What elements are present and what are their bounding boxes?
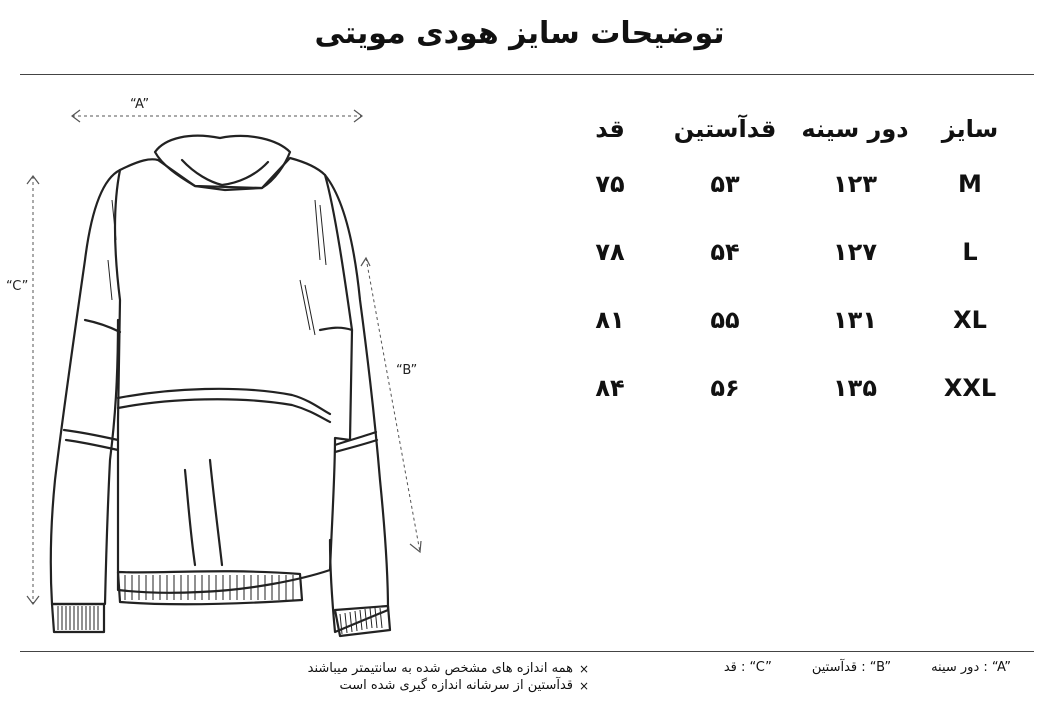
cell-height: ۸۱	[595, 306, 625, 334]
label-a: “A”	[130, 97, 150, 112]
legend-item-b	[812, 660, 891, 675]
legend-text: : قدآستین	[811, 660, 866, 675]
table-row	[560, 286, 1020, 354]
cell-height: ۸۴	[595, 374, 625, 402]
table-row	[560, 150, 1020, 218]
cell-size: M	[958, 170, 982, 198]
table-header	[560, 108, 1020, 150]
close-icon: ×	[578, 678, 590, 693]
note-item	[280, 660, 595, 677]
cell-chest: ۱۲۷	[833, 238, 877, 266]
legend-item-c	[724, 660, 772, 675]
header-sleeve: قدآستین	[673, 115, 777, 143]
header-height: قد	[595, 115, 625, 143]
bottom-divider	[20, 651, 1034, 652]
label-b: “B”	[396, 363, 418, 378]
cell-size: XL	[953, 306, 987, 334]
legend-text: : دور سینه	[931, 660, 988, 675]
note-item	[280, 677, 595, 694]
legend-key: “A”	[991, 660, 1011, 675]
cell-chest: ۱۲۳	[833, 170, 877, 198]
notes-list	[280, 660, 595, 694]
legend-key: “C”	[749, 660, 772, 675]
hoodie-diagram	[0, 88, 470, 648]
cell-height: ۷۸	[595, 238, 625, 266]
cell-chest: ۱۳۱	[833, 306, 877, 334]
cell-sleeve: ۵۵	[710, 306, 740, 334]
measurement-legend	[684, 660, 1011, 675]
cell-sleeve: ۵۶	[710, 374, 740, 402]
cell-size: L	[962, 238, 978, 266]
cell-height: ۷۵	[595, 170, 625, 198]
cell-sleeve: ۵۳	[710, 170, 740, 198]
cell-size: XXL	[943, 374, 997, 402]
dimension-line-b	[366, 258, 420, 552]
table-row	[560, 354, 1020, 422]
header-chest: دور سینه	[801, 115, 909, 143]
legend-key: “B”	[869, 660, 892, 675]
cell-chest: ۱۳۵	[833, 374, 877, 402]
top-divider	[20, 74, 1034, 75]
header-size: سایز	[941, 115, 999, 143]
size-table	[560, 108, 1020, 422]
cell-sleeve: ۵۴	[710, 238, 740, 266]
label-c: “C”	[6, 279, 29, 294]
page-title: توضیحات سایز هودی مویتی	[314, 16, 725, 51]
legend-text: : قد	[723, 660, 746, 675]
note-text: قدآستین از سرشانه اندازه گیری شده است	[339, 678, 573, 693]
close-icon: ×	[578, 661, 590, 676]
legend-item-a	[931, 660, 1011, 675]
table-row	[560, 218, 1020, 286]
note-text: همه اندازه های مشخص شده به سانتیمتر میباشند	[307, 661, 573, 676]
